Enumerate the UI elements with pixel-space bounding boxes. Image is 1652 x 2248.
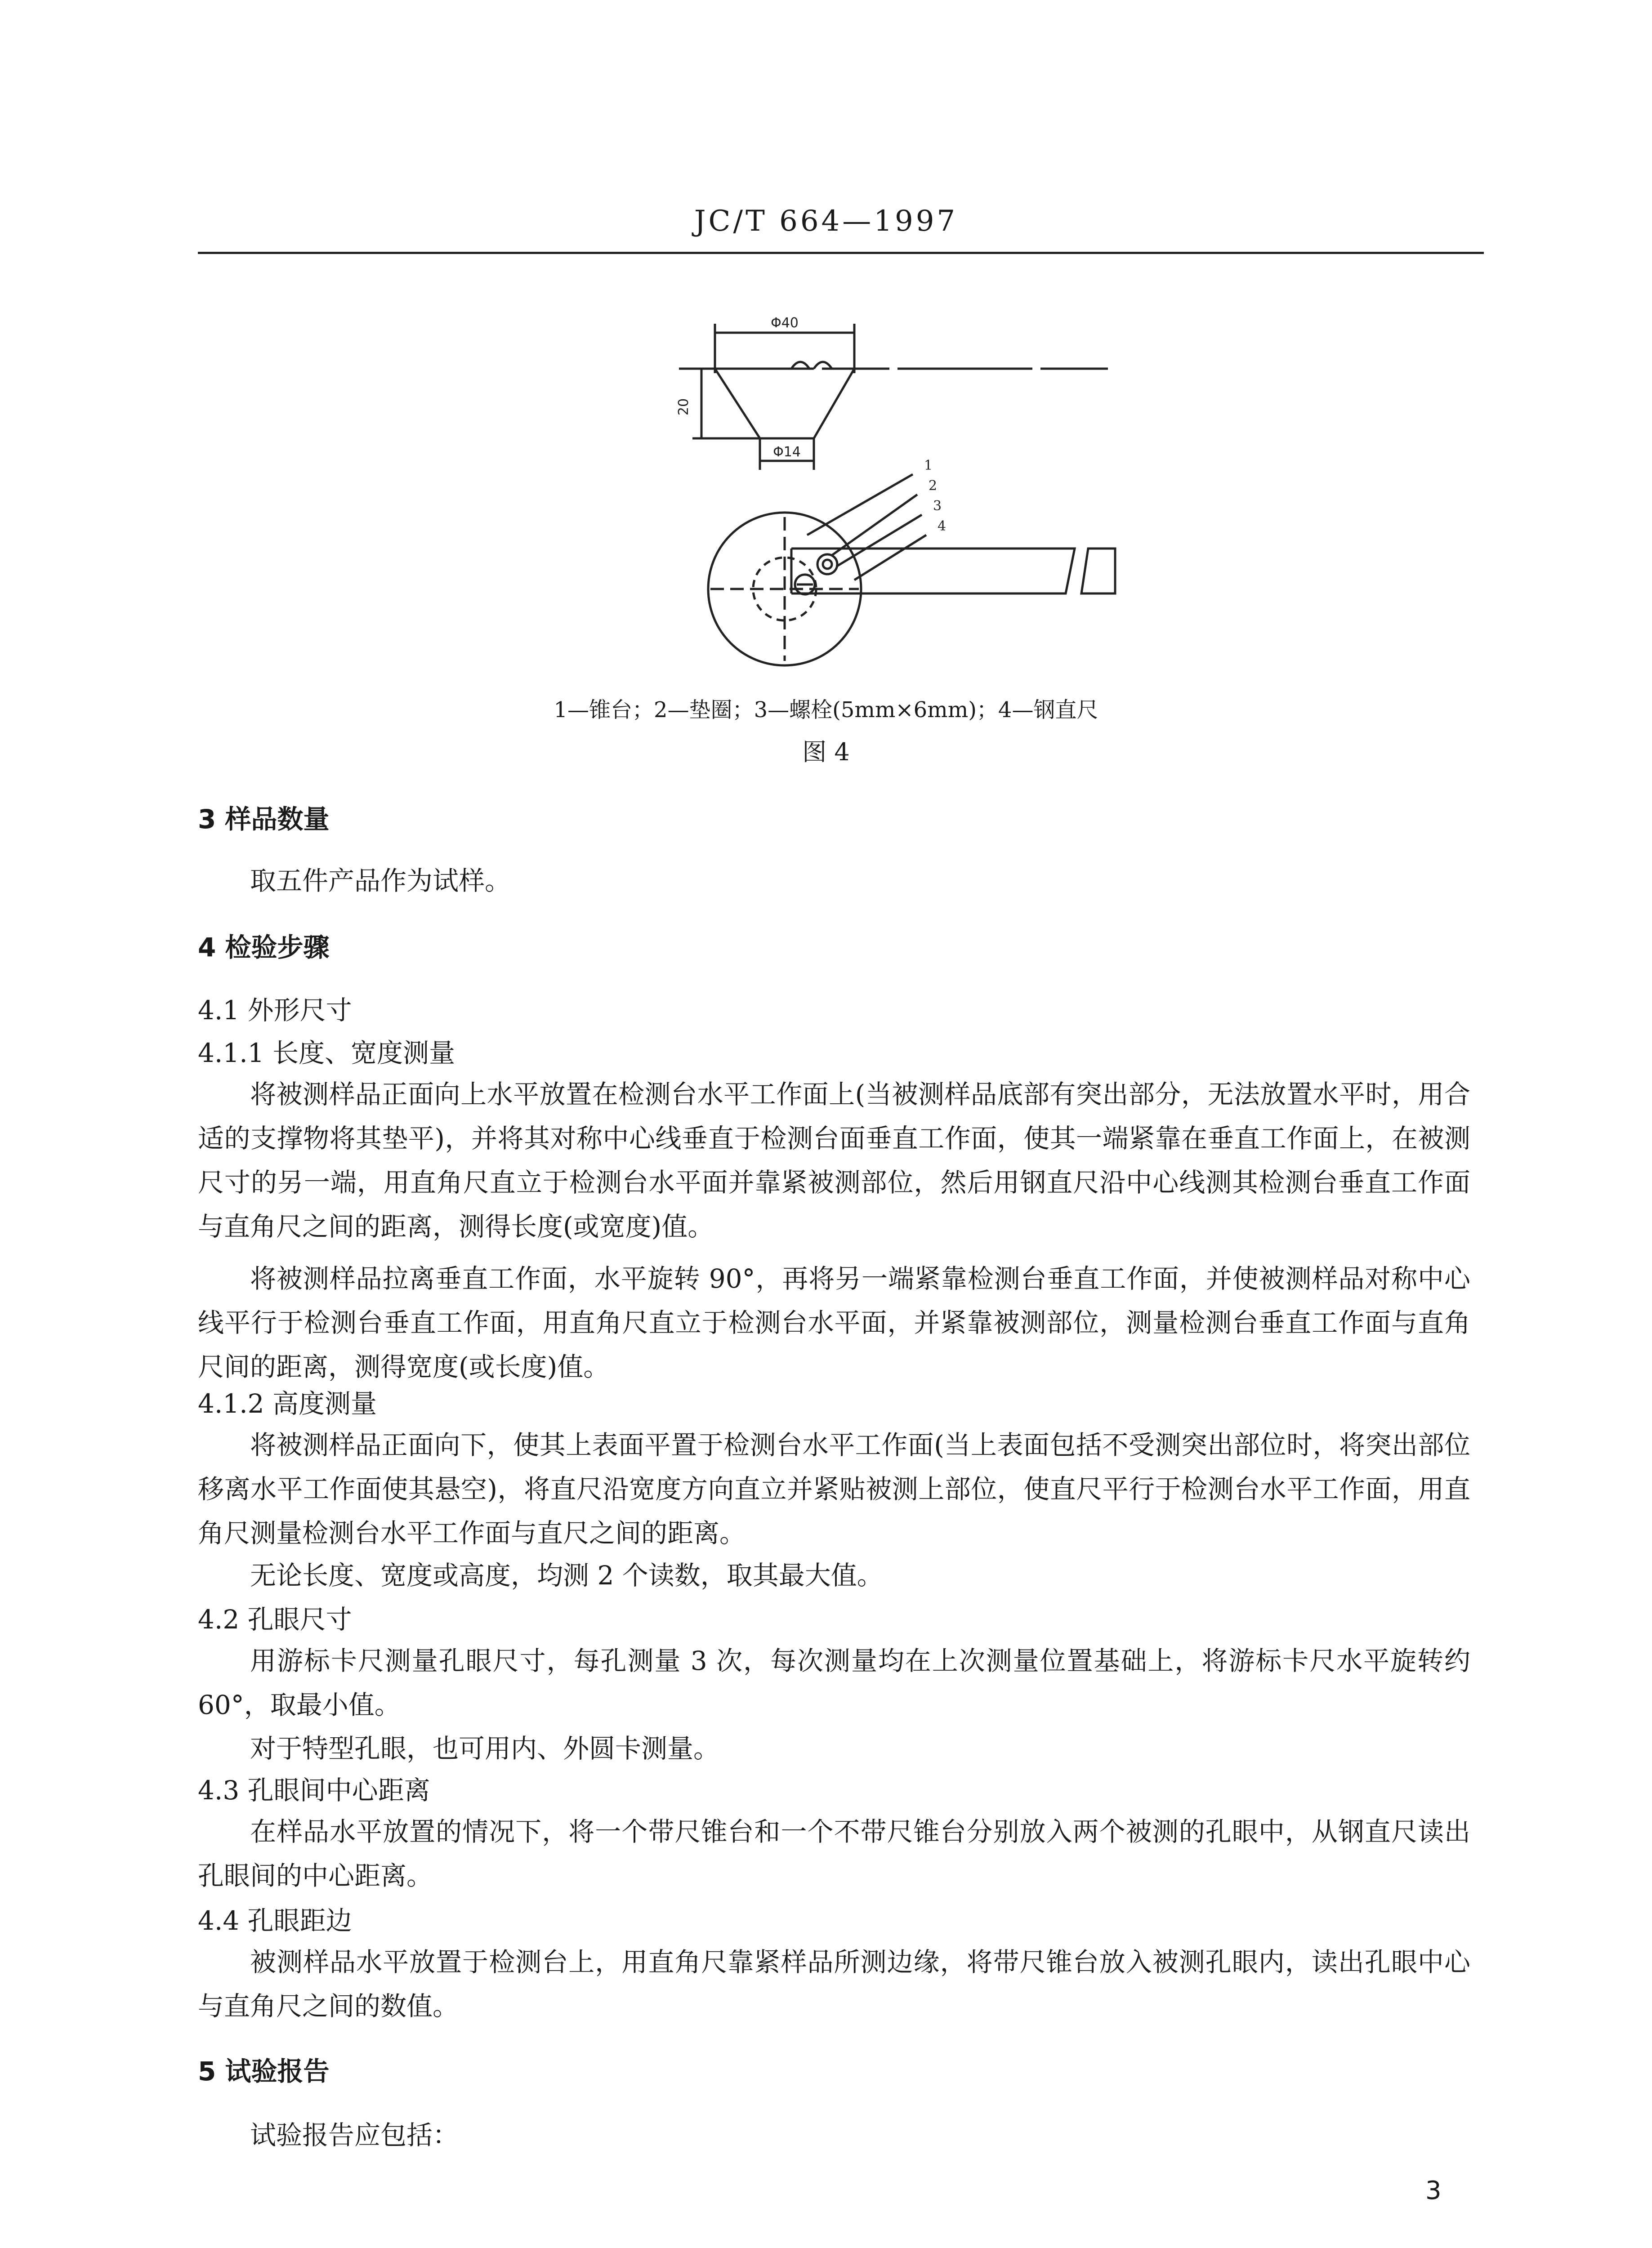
cone-frustum-outline (715, 369, 854, 438)
section-4-2-paragraph-2: 对于特型孔眼，也可用内、外圆卡测量。 (250, 1733, 720, 1764)
standard-code-header: JC/T 664—1997 (694, 205, 958, 238)
section-5-paragraph: 试验报告应包括： (250, 2120, 459, 2150)
section-4-2-paragraph-1: 用游标卡尺测量孔眼尺寸，每孔测量 3 次，每次测量均在上次测量位置基础上，将游标卡尺水平旋转约 60°，取最小值。 (198, 1646, 1470, 1720)
callout-2: 2 (929, 478, 938, 494)
section-4-2-title: 4.2 孔眼尺寸 (198, 1604, 352, 1635)
figure-4-drawing (0, 0, 1652, 764)
section-4-1-1-title: 4.1.1 长度、宽度测量 (198, 1038, 455, 1068)
section-3-title: 3 样品数量 (198, 804, 330, 834)
section-4-1-2-title: 4.1.2 高度测量 (198, 1388, 377, 1419)
callout-3: 3 (933, 498, 942, 514)
page-number: 3 (1425, 2176, 1442, 2205)
section-4-4-title: 4.4 孔眼距边 (198, 1905, 352, 1936)
section-4-4-paragraph: 被测样品水平放置于检测台上，用直角尺靠紧样品所测边缘，将带尺锥台放入被测孔眼内，读出孔眼中心与直角尺之间的数值。 (198, 1947, 1470, 2021)
section-4-title: 4 检验步骤 (198, 932, 330, 963)
section-5-title: 5 试验报告 (198, 2056, 330, 2087)
section-4-1-1-paragraph-1: 将被测样品正面向上水平放置在检测台水平工作面上(当被测样品底部有突出部分，无法放置水平时，用合适的支撑物将其垫平)，并将其对称中心线垂直于检测台面垂直工作面，使其一端紧靠在垂直工作面上，在被测尺寸的另一端，用直角尺直立于检测台水平面并靠紧被测部位，然后用钢直尺沿中心线测其检测台垂直工作面与直角尺之间的距离，测得长度(或宽度)值。 (198, 1079, 1470, 1242)
section-4-3-paragraph: 在样品水平放置的情况下，将一个带尺锥台和一个不带尺锥台分别放入两个被测的孔眼中，从钢直尺读出孔眼间的中心距离。 (198, 1816, 1470, 1891)
section-3-paragraph: 取五件产品作为试样。 (250, 865, 511, 896)
callout-4: 4 (938, 518, 947, 534)
callout-1: 1 (924, 458, 933, 473)
section-4-1-title: 4.1 外形尺寸 (198, 995, 352, 1026)
dim-label-height: 20 (676, 398, 692, 416)
figure-label: 图 4 (802, 738, 850, 766)
leader-4 (854, 535, 926, 580)
section-4-1-2-paragraph-2: 无论长度、宽度或高度，均测 2 个读数，取其最大值。 (250, 1560, 883, 1591)
section-4-1-1-paragraph-2: 将被测样品拉离垂直工作面，水平旋转 90°，再将另一端紧靠检测台垂直工作面，并使被测样品对称中心线平行于检测台垂直工作面，用直角尺直立于检测台水平面，并紧靠被测部位，测量检测台垂直工作面与直角尺间的距离，测得宽度(或长度)值。 (198, 1263, 1470, 1382)
ruler-broken-end (1081, 549, 1115, 593)
bolt-upper (817, 554, 837, 574)
figure-caption: 1—锥台；2—垫圈；3—螺栓(5mm×6mm)；4—钢直尺 (554, 697, 1098, 723)
leader-1 (807, 474, 913, 535)
section-4-3-title: 4.3 孔眼间中心距离 (198, 1775, 430, 1806)
section-4-1-2-paragraph-1: 将被测样品正面向下，使其上表面平置于检测台水平工作面(当上表面包括不受测突出部位时，将突出部位移离水平工作面使其悬空)，将直尺沿宽度方向直立并紧贴被测上部位，使直尺平行于检测台水平工作面，用直角尺测量检测台水平工作面与直尺之间的距离。 (198, 1430, 1470, 1548)
dim-label-phi14: Φ14 (773, 444, 801, 460)
dim-label-phi40: Φ40 (771, 315, 799, 331)
